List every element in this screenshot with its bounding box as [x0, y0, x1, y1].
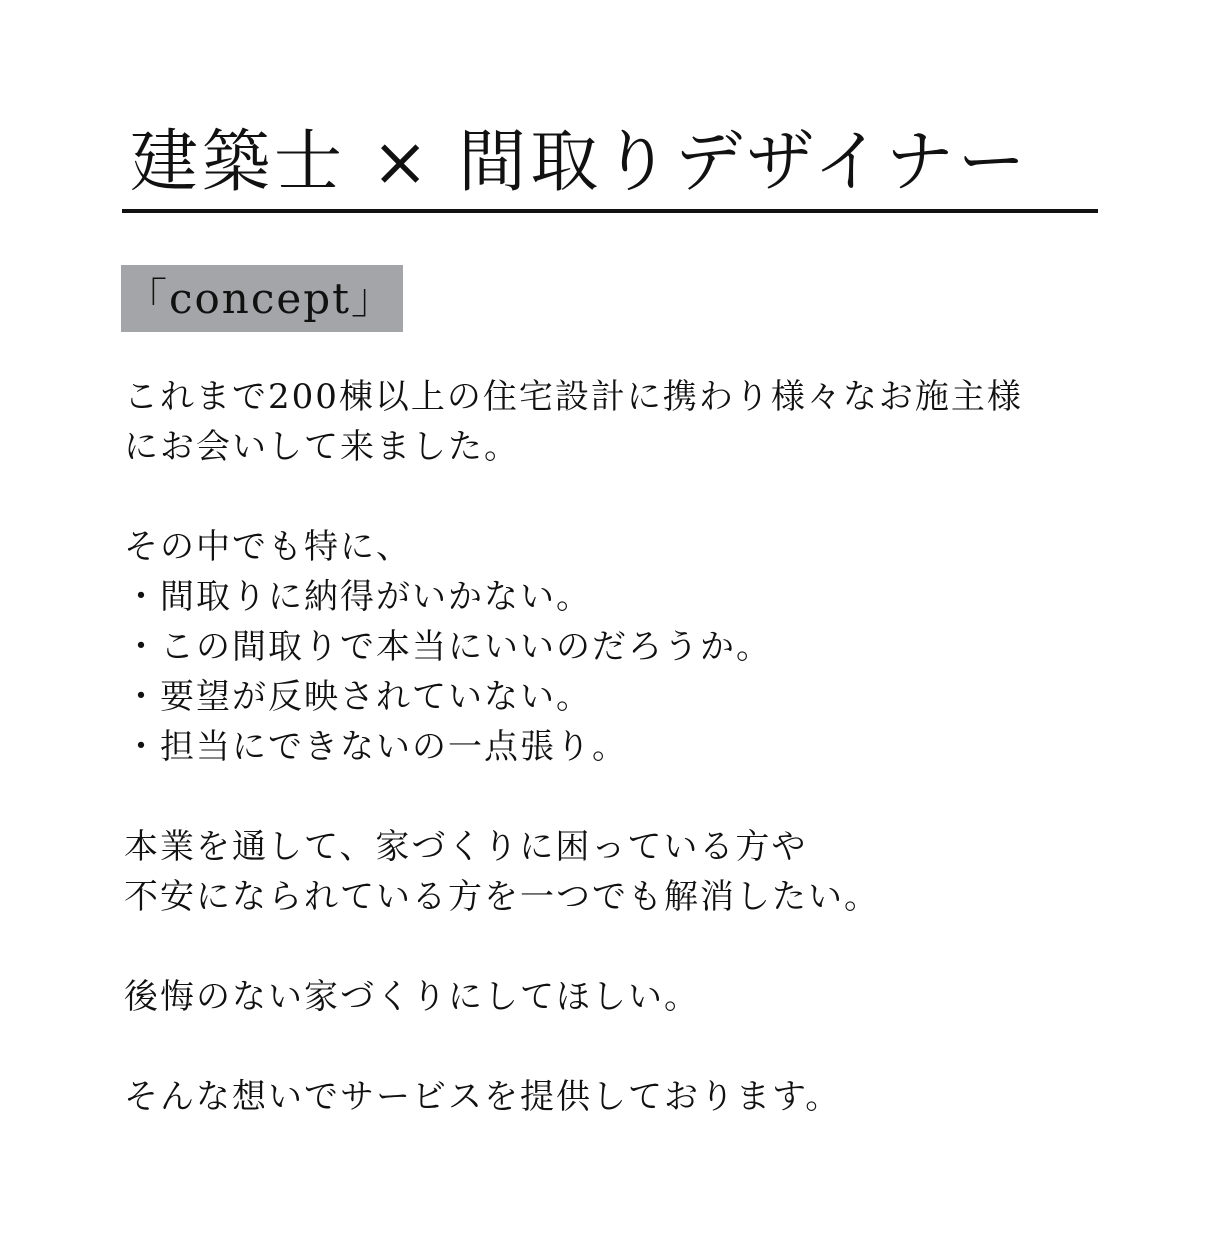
- paragraph-gap: [124, 1022, 1114, 1072]
- concept-body: [124, 372, 1114, 1122]
- list-item: ・要望が反映されていない。: [124, 677, 592, 717]
- text-line: そんな想いでサービスを提供しております。: [124, 1077, 842, 1117]
- text-line: 不安になられている方を一つでも解消したい。: [124, 877, 880, 917]
- concept-label: 「concept」: [121, 265, 403, 332]
- paragraph-gap: [124, 772, 1114, 822]
- text-line: その中でも特に、: [124, 527, 412, 567]
- text-line: 本業を通して、家づくりに困っている方や: [124, 827, 808, 867]
- text-line: これまで200棟以上の住宅設計に携わり様々なお施主様: [124, 377, 1023, 417]
- text-line: 後悔のない家づくりにしてほしい。: [124, 977, 700, 1017]
- list-item: ・この間取りで本当にいいのだろうか。: [124, 627, 772, 667]
- page-title: 建築士 × 間取りデザイナー: [130, 123, 1030, 202]
- text-line: にお会いして来ました。: [124, 427, 520, 467]
- paragraph-gap: [124, 922, 1114, 972]
- title-underline: [122, 209, 1098, 213]
- list-item: ・間取りに納得がいかない。: [124, 577, 592, 617]
- list-item: ・担当にできないの一点張り。: [124, 727, 628, 767]
- paragraph-gap: [124, 472, 1114, 522]
